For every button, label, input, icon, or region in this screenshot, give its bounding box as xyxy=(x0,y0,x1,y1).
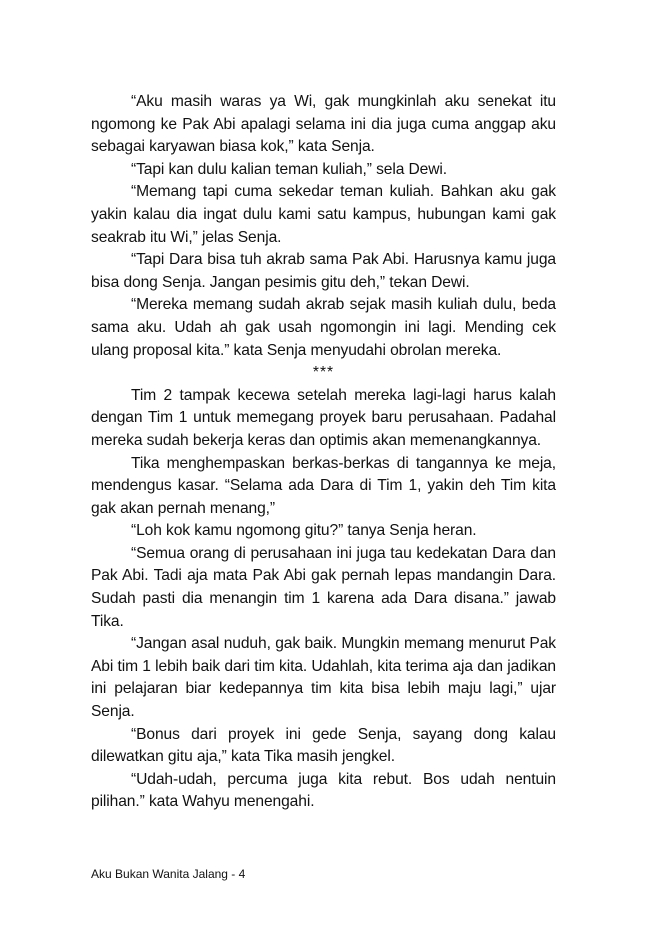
paragraph: Tim 2 tampak kecewa setelah mereka lagi-lagi harus kalah dengan Tim 1 untuk memegang proyek baru perusahaan. Padahal mereka sudah bekerja keras dan optimis akan memenangkannya. xyxy=(91,386,556,449)
page-footer-running-title: Aku Bukan Wanita Jalang - 4 xyxy=(91,867,246,881)
paragraph: “Aku masih waras ya Wi, gak mungkinlah aku senekat itu ngomong ke Pak Abi apalagi selama ini dia juga cuma anggap aku sebagai karyawan biasa kok,” kata Senja. xyxy=(91,93,556,156)
paragraph: “Tapi kan dulu kalian teman kuliah,” sela Dewi. xyxy=(131,160,447,178)
paragraph: Tika menghempaskan berkas-berkas di tangannya ke meja, mendengus kasar. “Selama ada Dara di Tim 1, yakin deh Tim kita gak akan pernah menang,” xyxy=(91,454,556,517)
paragraph: “Mereka memang sudah akrab sejak masih kuliah dulu, beda sama aku. Udah ah gak usah ngomongin ini lagi. Mending cek ulang proposal kita.” kata Senja menyudahi obrolan mereka. xyxy=(91,296,556,359)
paragraph: “Bonus dari proyek ini gede Senja, sayang dong kalau dilewatkan gitu aja,” kata Tika masih jengkel. xyxy=(91,725,556,766)
paragraph: “Udah-udah, percuma juga kita rebut. Bos udah nentuin pilihan.” kata Wahyu menengahi. xyxy=(91,770,556,811)
paragraph: “Memang tapi cuma sekedar teman kuliah. Bahkan aku gak yakin kalau dia ingat dulu kami satu kampus, hubungan kami gak seakrab itu Wi,” jelas Senja. xyxy=(91,183,556,246)
paragraph: “Jangan asal nuduh, gak baik. Mungkin memang menurut Pak Abi tim 1 lebih baik dari tim kita. Udahlah, kita terima aja dan jadikan ini pelajaran biar kedepannya tim kita bisa lebih maju lagi,” ujar Senja. xyxy=(91,635,556,721)
paragraph: “Semua orang di perusahaan ini juga tau kedekatan Dara dan Pak Abi. Tadi aja mata Pak Abi gak pernah lepas mandangin Dara. Sudah pasti dia menangin tim 1 karena ada Dara disana.” jawab Tika. xyxy=(91,544,556,630)
scene-separator: *** xyxy=(312,364,335,382)
paragraph: “Loh kok kamu ngomong gitu?” tanya Senja heran. xyxy=(131,522,477,540)
paragraph: “Tapi Dara bisa tuh akrab sama Pak Abi. Harusnya kamu juga bisa dong Senja. Jangan pesimis gitu deh,” tekan Dewi. xyxy=(91,251,556,291)
page-body-text xyxy=(91,91,556,814)
